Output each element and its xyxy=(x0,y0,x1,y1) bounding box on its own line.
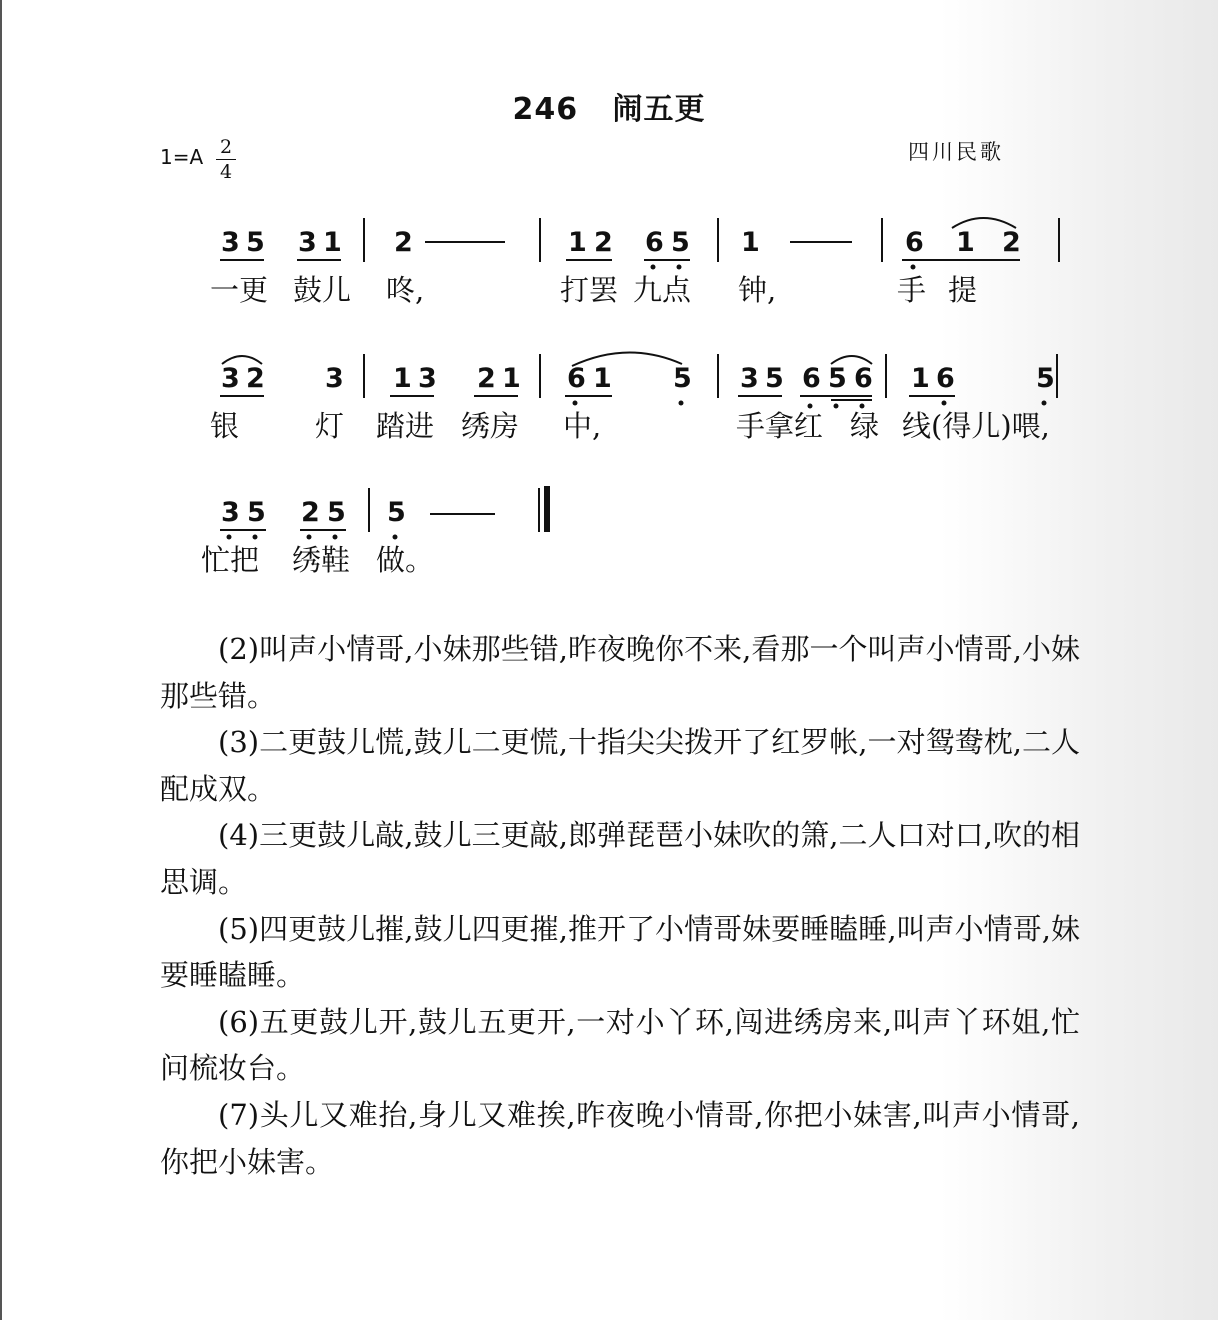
note: 3 xyxy=(740,363,759,394)
note: 2 xyxy=(246,363,265,394)
lyric: 手 xyxy=(897,273,927,307)
note: 1 xyxy=(593,363,612,394)
octave-dot xyxy=(393,535,398,540)
note: 5 xyxy=(387,497,406,528)
note: 2 xyxy=(1002,227,1021,258)
octave-dot xyxy=(1042,401,1047,406)
note: 1 xyxy=(911,363,930,394)
verse-5: (5)四更鼓儿摧,鼓儿四更摧,推开了小情哥妹要睡瞌睡,叫声小情哥,妹要睡瞌睡。 xyxy=(160,911,1080,993)
octave-dot xyxy=(227,535,232,540)
note: 5 xyxy=(765,363,784,394)
lyric: 钟, xyxy=(738,273,777,307)
note: 5 xyxy=(671,227,690,258)
lyric: 绣房 xyxy=(461,409,520,443)
lyric: 中, xyxy=(563,409,602,443)
note: 2 xyxy=(301,497,320,528)
jianpu-score xyxy=(0,0,1218,600)
lyric: 鼓儿 xyxy=(293,273,352,307)
octave-dot xyxy=(573,401,578,406)
note: 1 xyxy=(502,363,521,394)
lyric: 九点 xyxy=(633,273,692,307)
note: 2 xyxy=(594,227,613,258)
note: 3 xyxy=(221,497,240,528)
note: 1 xyxy=(741,227,760,258)
octave-dot xyxy=(679,401,684,406)
lyric: 提 xyxy=(948,273,978,307)
octave-dot xyxy=(942,401,947,406)
lyric: 灯 xyxy=(315,409,345,443)
time-top: 2 xyxy=(219,136,233,158)
note: 6 xyxy=(854,363,873,394)
time-bottom: 4 xyxy=(219,161,233,183)
note: 5 xyxy=(247,497,266,528)
note: 1 xyxy=(393,363,412,394)
lyric: 线(得儿)喂, xyxy=(902,409,1050,443)
final-barline-thick xyxy=(544,486,550,532)
lyric: 忙把 xyxy=(201,543,260,577)
verse-2: (2)叫声小情哥,小妹那些错,昨夜晚你不来,看那一个叫声小情哥,小妹那些错。 xyxy=(160,632,1080,713)
note: 1 xyxy=(956,227,975,258)
note: 1 xyxy=(568,227,587,258)
verse-3: (3)二更鼓儿慌,鼓儿二更慌,十指尖尖拨开了红罗帐,一对鸳鸯枕,二人配成双。 xyxy=(160,725,1080,806)
verse-4: (4)三更鼓儿敲,鼓儿三更敲,郎弹琵琶小妹吹的箫,二人口对口,吹的相思调。 xyxy=(160,818,1080,899)
lyric: 手拿红 xyxy=(736,409,824,443)
slur xyxy=(572,352,682,366)
note: 6 xyxy=(645,227,664,258)
octave-dot xyxy=(677,265,682,270)
note: 5 xyxy=(828,363,847,394)
note: 3 xyxy=(221,227,240,258)
note: 6 xyxy=(936,363,955,394)
note: 3 xyxy=(221,363,240,394)
octave-dot xyxy=(307,535,312,540)
lyric: 做。 xyxy=(376,543,435,577)
note: 2 xyxy=(394,227,413,258)
lyric: 咚, xyxy=(386,273,425,307)
song-origin: 四川民歌 xyxy=(908,140,1004,164)
note: 5 xyxy=(246,227,265,258)
octave-dot xyxy=(651,265,656,270)
note: 3 xyxy=(418,363,437,394)
lyric: 绣鞋 xyxy=(292,543,351,577)
lyric: 银 xyxy=(210,409,240,443)
octave-dot xyxy=(834,404,839,409)
song-title: 246 闹五更 xyxy=(512,92,706,127)
note: 5 xyxy=(327,497,346,528)
note: 1 xyxy=(323,227,342,258)
octave-dot xyxy=(333,535,338,540)
note: 6 xyxy=(905,227,924,258)
octave-dot xyxy=(253,535,258,540)
lyric: 打罢 xyxy=(560,273,619,307)
note: 6 xyxy=(802,363,821,394)
lyric: 踏进 xyxy=(376,409,435,443)
note: 5 xyxy=(1036,363,1055,394)
note: 3 xyxy=(325,363,344,394)
note: 5 xyxy=(673,363,692,394)
lyric: 一更 xyxy=(210,273,269,307)
note: 2 xyxy=(477,363,496,394)
lyric: 绿 xyxy=(850,409,880,443)
verse-6: (6)五更鼓儿开,鼓儿五更开,一对小丫环,闯进绣房来,叫声丫环姐,忙问梳妆台。 xyxy=(160,1004,1080,1086)
note: 3 xyxy=(298,227,317,258)
verse-7: (7)头儿又难抬,身儿又难挨,昨夜晚小情哥,你把小妹害,叫声小情哥,你把小妹害。 xyxy=(160,1097,1080,1179)
verse-list xyxy=(160,626,1080,1185)
note: 6 xyxy=(567,363,586,394)
octave-dot xyxy=(911,265,916,270)
key-signature: 1=A xyxy=(160,145,204,169)
